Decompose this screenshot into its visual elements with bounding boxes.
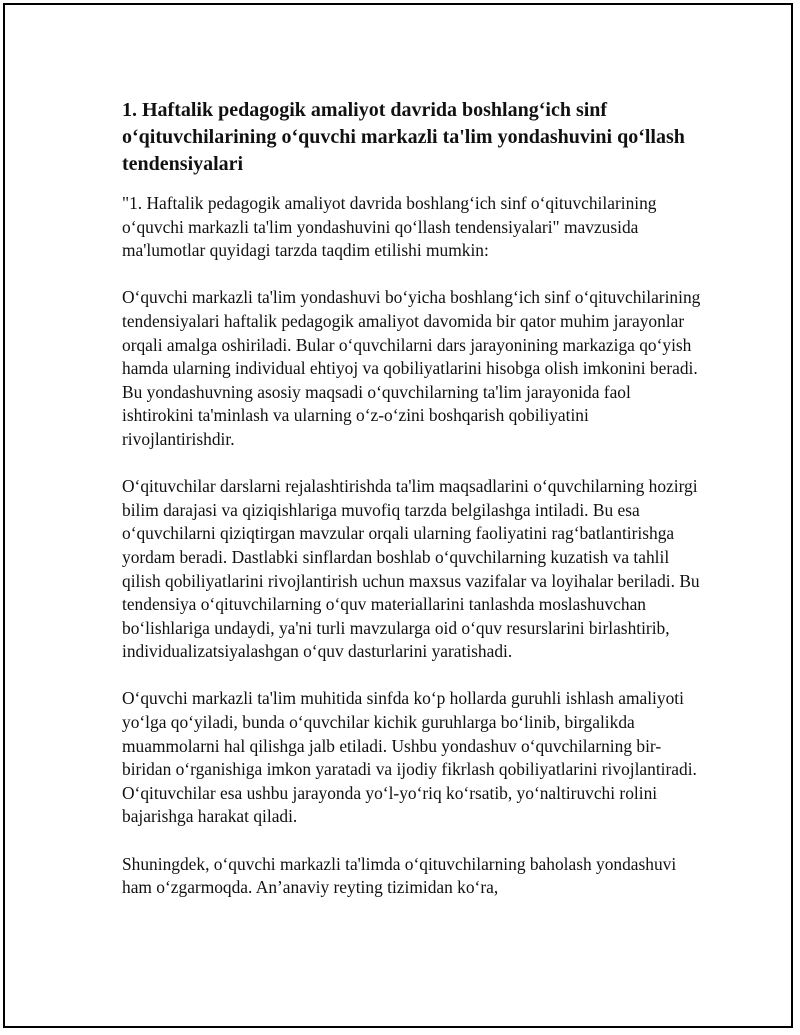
body-paragraph: Shuningdek, o‘quvchi markazli ta'limda o‘qituvchilarning baholash yondashuvi ham o‘zgarmoqda. An’anaviy reyting tizimidan ko‘ra,: [122, 853, 677, 898]
document-title: 1. Haftalik pedagogik amaliyot davrida boshlang‘ich sinf o‘qituvchilarining o‘quvchi markazli ta'lim yondashuvini qo‘llash tendensiyalari: [122, 99, 685, 175]
document-body: [122, 97, 702, 923]
body-paragraph: O‘quvchi markazli ta'lim muhitida sinfda ko‘p hollarda guruhli ishlash amaliyoti yo‘lga qo‘yiladi, bunda o‘quvchilar kichik guruhlarga bo‘linib, birgalikda muammolarni hal qilishga jalb etiladi. Ushbu yondashuv o‘quvchilarning bir-biridan o‘rganishiga imkon yaratadi va ijodiy fikrlash qobiliyatlarini rivojlantiradi. O‘qituvchilar esa ushbu jarayonda yo‘l-yo‘riq ko‘rsatib, yo‘naltiruvchi rolini bajarishga harakat qiladi.: [122, 688, 697, 827]
intro-paragraph: "1. Haftalik pedagogik amaliyot davrida boshlang‘ich sinf o‘qituvchilarining o‘quvchi markazli ta'lim yondashuvini qo‘llash tendensiyalari" mavzusida ma'lumotlar quyidagi tarzda taqdim etilishi mumkin:: [122, 193, 657, 261]
body-paragraph: O‘qituvchilar darslarni rejalashtirishda ta'lim maqsadlarini o‘quvchilarning hozirgi bilim darajasi va qiziqishlariga muvofiq tarzda belgilashga intiladi. Bu esa o‘quvchilarni qiziqtirgan mavzular orqali ularning faoliyatini rag‘batlantirishga yordam beradi. Dastlabki sinflardan boshlab o‘quvchilarning kuzatish va tahlil qilish qobiliyatlarini rivojlantirish uchun maxsus vazifalar va loyihalar beriladi. Bu tendensiya o‘qituvchilarning o‘quv materiallarini tanlashda moslashuvchan bo‘lishlariga undaydi, ya'ni turli mavzularga oid o‘quv resurslarini birlashtirib, individualizatsiyalashgan o‘quv dasturlarini yaratishadi.: [122, 476, 700, 662]
body-paragraph: O‘quvchi markazli ta'lim yondashuvi bo‘yicha boshlang‘ich sinf o‘qituvchilarining tendensiyalari haftalik pedagogik amaliyot davomida bir qator muhim jarayonlar orqali amalga oshiriladi. Bular o‘quvchilarni dars jarayonining markaziga qo‘yish hamda ularning individual ehtiyoj va qobiliyatlarini hisobga olish imkonini beradi. Bu yondashuvning asosiy maqsadi o‘quvchilarning ta'lim jarayonida faol ishtirokini ta'minlash va ularning o‘z-o‘zini boshqarish qobiliyatini rivojlantirishdir.: [122, 287, 701, 449]
document-page: [3, 3, 793, 1028]
